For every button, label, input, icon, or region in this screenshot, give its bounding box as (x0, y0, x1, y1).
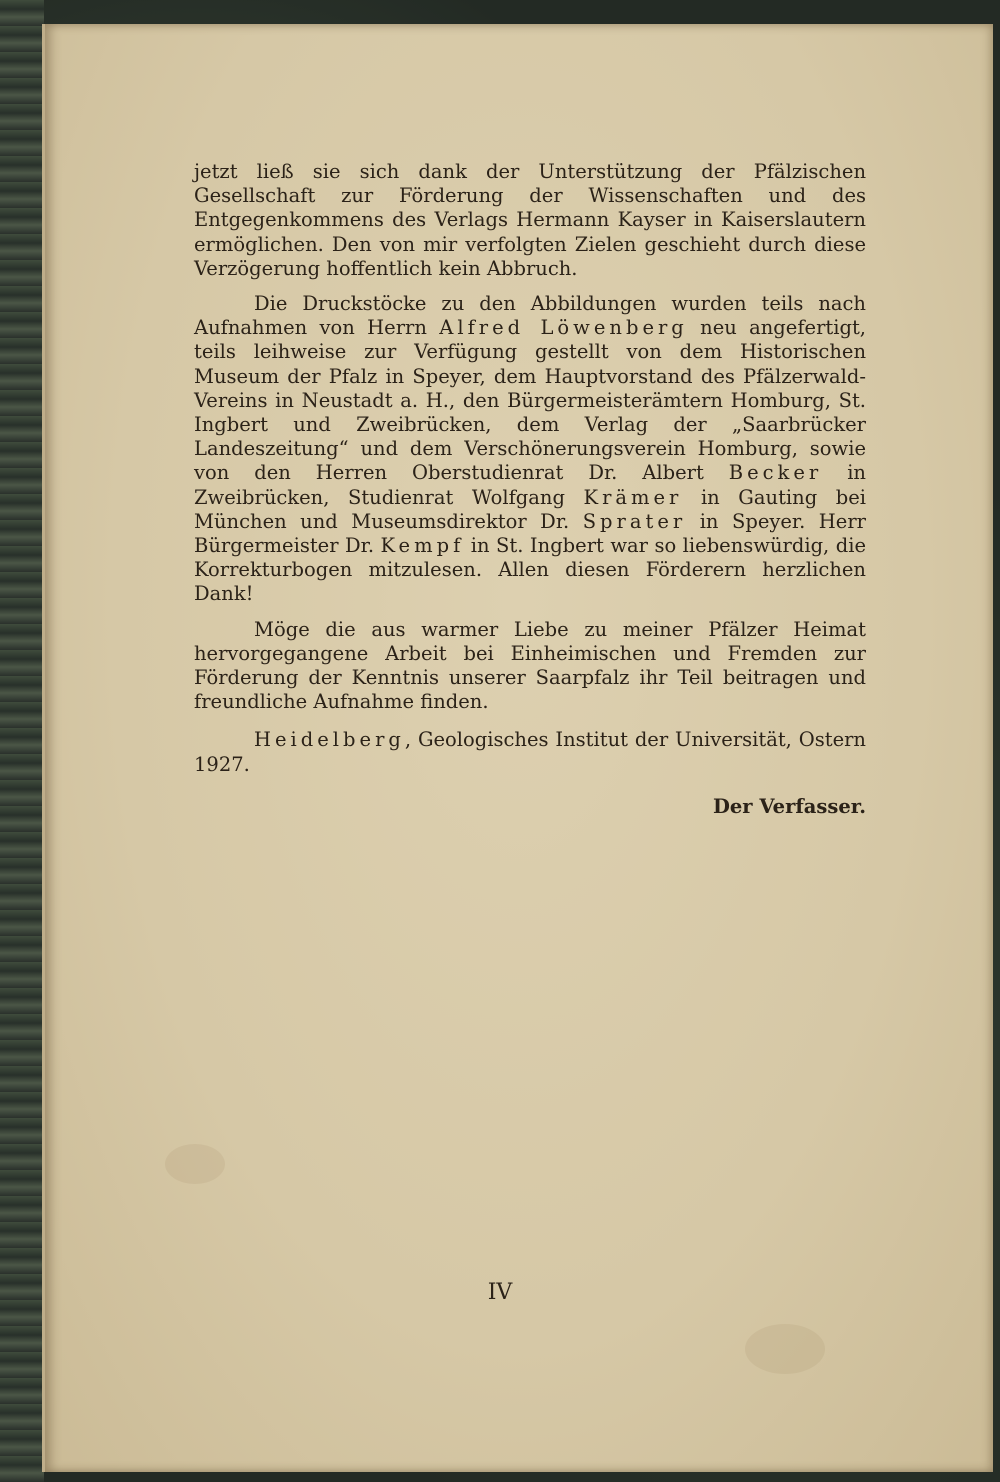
paragraph-2-part-1: Die Druckstöcke zu den Abbildungen wurden teils nach Aufnahmen von Herrn (194, 292, 866, 340)
paragraph-2-part-3: in Zweibrücken, Studienrat Wolfgang (194, 461, 866, 509)
paragraph-3: Möge die aus warmer Liebe zu meiner Pfälzer Heimat hervorgegangene Arbeit bei Einheimischen und Fremden zur Förderung der Kenntnis unserer Saarpfalz ihr Teil beitragen und freundliche Aufnahme finden. (194, 617, 866, 714)
name-kraemer: Krämer (583, 485, 683, 509)
body-text (194, 160, 866, 819)
name-loewenberg: Alfred Löwenberg (439, 316, 688, 340)
paragraph-2-part-6: in St. Ingbert war so liebenswürdig, die Korrekturbogen mitzulesen. Allen diesen Förderern herzlichen Dank! (194, 534, 866, 606)
paragraph-1: jetzt ließ sie sich dank der Unterstützung der Pfälzischen Gesellschaft zur Förderung der Wissenschaften und des Entgegenkommens des Verlags Hermann Kayser in Kaiserslautern ermöglichen. Den von mir verfolgten Zielen geschieht durch diese Verzögerung hoffentlich kein Abbruch. (194, 160, 866, 280)
author-signature: Der Verfasser. (712, 794, 866, 818)
place-date-line (194, 728, 866, 776)
name-sprater: Sprater (582, 509, 687, 533)
paper-stain (165, 1144, 225, 1184)
paragraph-2-part-5: in Speyer. Herr Bürgermeister Dr. (194, 509, 866, 558)
name-becker: Becker (728, 461, 823, 485)
paragraph-2-part-4: in Gauting bei München und Museumsdirektor Dr. (194, 485, 866, 533)
page-number: IV (487, 1280, 513, 1305)
place-date-rest: , Geologisches Institut der Universität, Ostern 1927. (194, 728, 866, 776)
city-heidelberg: Heidelberg (254, 728, 405, 752)
name-kempf: Kempf (380, 534, 465, 558)
book-spine-edge (0, 0, 44, 1482)
paper-stain (745, 1324, 825, 1374)
paragraph-2 (194, 292, 866, 607)
paragraph-2-part-2: neu angefertigt, teils leihweise zur Verfügung gestellt von dem Historischen Museum der Pfalz in Speyer, dem Hauptvorstand des Pfälzerwald-Vereins in Neustadt a. H., den Bürgermeisterämtern Homburg, St. Ingbert und Zweibrücken, dem Verlag der „Saarbrücker Landeszeitung“ und dem Verschönerungsverein Homburg, sowie von den Herren Oberstudienrat Dr. Albert (194, 316, 866, 485)
